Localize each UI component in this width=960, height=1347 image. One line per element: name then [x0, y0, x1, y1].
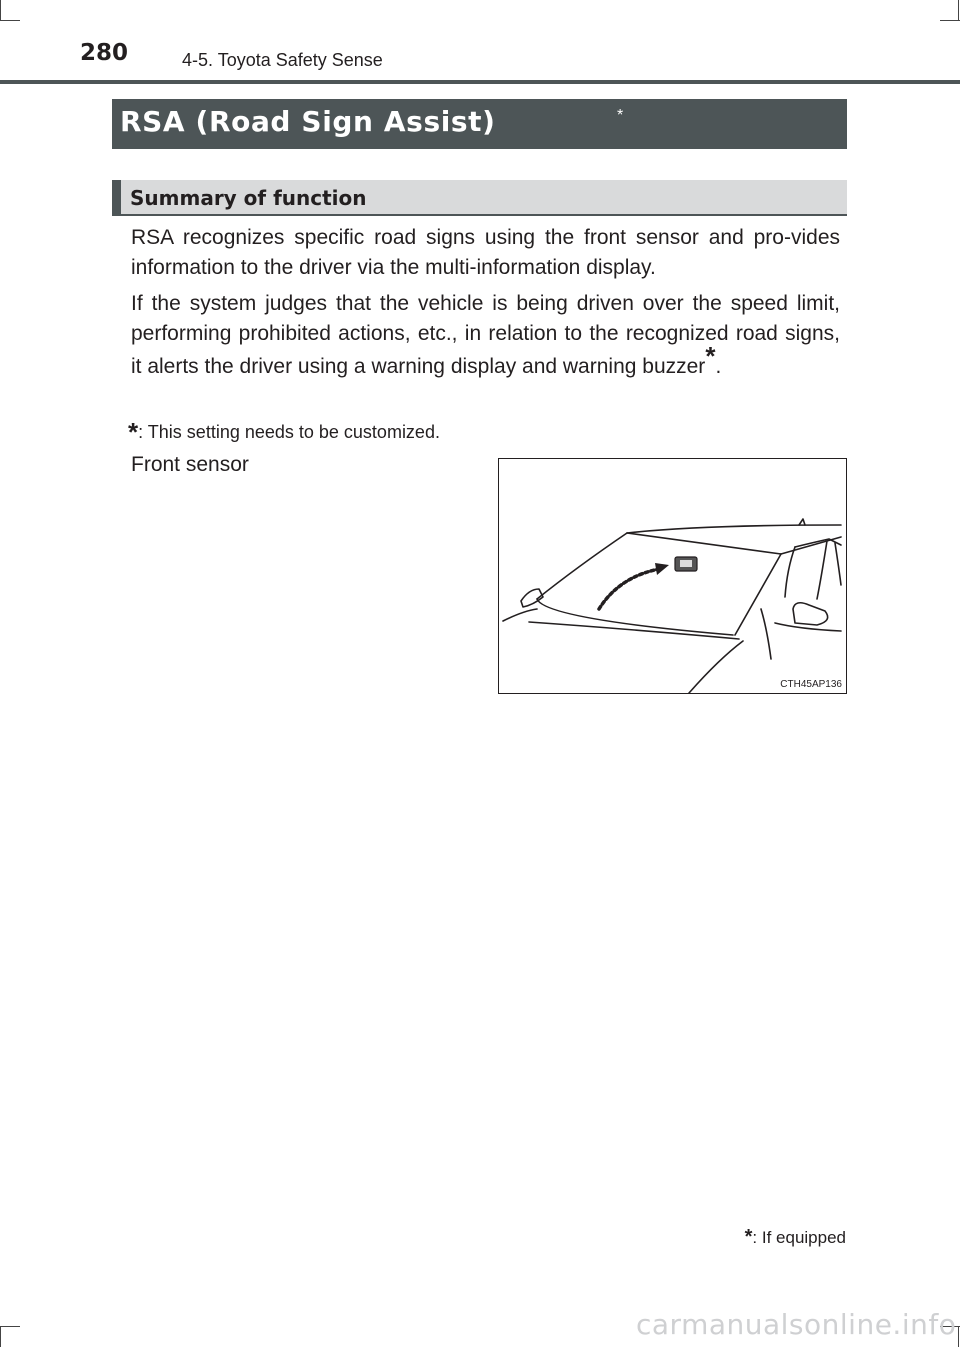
footnote-text: : This setting needs to be customized. — [138, 422, 440, 442]
body-paragraph-2 — [131, 289, 840, 382]
subheading — [112, 180, 847, 216]
figure-label: Front sensor — [131, 453, 249, 476]
crop-mark — [0, 1327, 1, 1347]
watermark: carmanualsonline.info — [636, 1308, 957, 1341]
crop-mark — [958, 1327, 959, 1347]
subheading-text: Summary of function — [130, 186, 367, 210]
body-paragraph-2-text: If the system judges that the vehicle is being driven over the speed limit, performing prohibited actions, etc., in relation to the recognized road signs, it alerts the driver using a warning display and warning buzzer — [131, 292, 840, 378]
section-reference: 4-5. Toyota Safety Sense — [182, 50, 383, 70]
title-equipped-marker: * — [617, 107, 624, 124]
figure-code: CTH45AP136 — [780, 679, 842, 690]
page-number: 280 — [80, 40, 129, 66]
paragraph-2-period: . — [715, 355, 722, 378]
subheading-accent-bar — [112, 180, 121, 214]
crop-mark — [0, 1326, 20, 1327]
body-paragraph-1: RSA recognizes specific road signs using the front sensor and pro-vides information to the driver via the multi-information display. — [131, 226, 840, 279]
title-bar — [112, 99, 847, 149]
equipped-footnote — [745, 1226, 846, 1249]
page-header — [0, 0, 960, 84]
windshield-drawing — [499, 459, 847, 694]
equipped-text: : If equipped — [752, 1228, 846, 1247]
page-title: RSA (Road Sign Assist) — [120, 105, 496, 138]
header-rule — [0, 80, 960, 84]
customization-marker: * — [705, 341, 716, 371]
equipped-marker: * — [744, 1226, 753, 1248]
customization-footnote — [128, 414, 440, 445]
front-sensor-illustration — [498, 458, 847, 694]
footnote-marker: * — [128, 417, 139, 447]
